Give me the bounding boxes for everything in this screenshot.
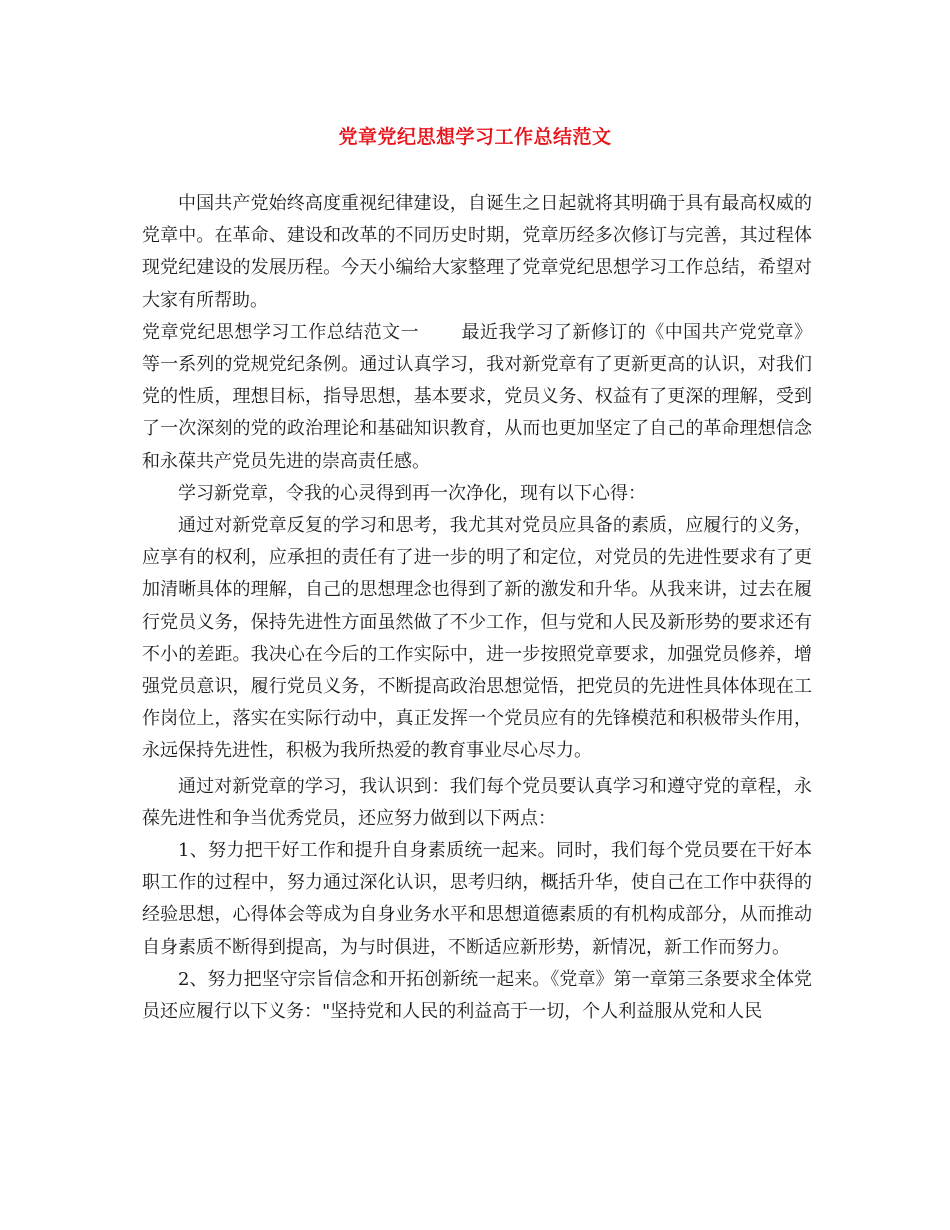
section-heading: 党章党纪思想学习工作总结范文一 <box>142 321 420 343</box>
body-paragraph-2: 通过对新党章反复的学习和思考，我尤其对党员应具备的素质，应履行的义务，应享有的权利，应承担的责任有了进一步的明了和定位，对党员的先进性要求有了更加清晰具体的理解，自己的思想理念也得到了新的激发和升华。从我来讲，过去在履行党员义务，保持先进性方面虽然做了不少工作，但与党和人民及新形势的要求还有不小的差距。我决心在今后的工作实际中，进一步按照党章要求，加强党员修养，增强党员意识，履行党员义务，不断提高政治思想觉悟，把党员的先进性具体体现在工作岗位上，落实在实际行动中，真正发挥一个党员应有的先锋模范和积极带头作用，永远保持先进性，积极为我所热爱的教育事业尽心尽力。 <box>142 515 812 762</box>
intro-paragraph: 中国共产党始终高度重视纪律建设，自诞生之日起就将其明确于具有最高权威的党章中。在革命、建设和改革的不同历史时期，党章历经多次修订与完善，其过程体现党纪建设的发展历程。今天小编给大家整理了党章党纪思想学习工作总结，希望对大家有所帮助。 <box>142 193 812 311</box>
body-paragraph-3: 通过对新党章的学习，我认识到：我们每个党员要认真学习和遵守党的章程，永葆先进性和争当优秀党员，还应努力做到以下两点： <box>142 775 812 829</box>
body-paragraph-1: 学习新党章，令我的心灵得到再一次净化，现有以下心得： <box>178 482 646 504</box>
section-first-line <box>142 317 812 478</box>
document-title: 党章党纪思想学习工作总结范文 <box>338 126 612 148</box>
document-body <box>142 188 812 1028</box>
body-paragraph-5: 2、努力把坚守宗旨信念和开拓创新统一起来。《党章》第一章第三条要求全体党员还应履行以下义务："坚持党和人民的利益高于一切，个人利益服从党和人民 <box>142 968 812 1023</box>
body-paragraph-4: 1、努力把干好工作和提升自身素质统一起来。同时，我们每个党员要在干好本职工作的过程中，努力通过深化认识，思考归纳，概括升华，使自己在工作中获得的经验思想，心得体会等成为自身业务水平和思想道德素质的有机构成部分，从而推动自身素质不断得到提高，为与时俱进，不断适应新形势，新情况，新工作而努力。 <box>142 840 812 958</box>
section-first-paragraph: 最近我学习了新修订的《中国共产党党章》等一系列的党规党纪条例。通过认真学习，我对新党章有了更新更高的认识，对我们党的性质，理想目标，指导思想，基本要求，党员义务、权益有了更深的理解，受到了一次深刻的党的政治理论和基础知识教育，从而也更加坚定了自己的革命理想信念和永葆共产党员先进的崇高责任感。 <box>142 321 813 472</box>
